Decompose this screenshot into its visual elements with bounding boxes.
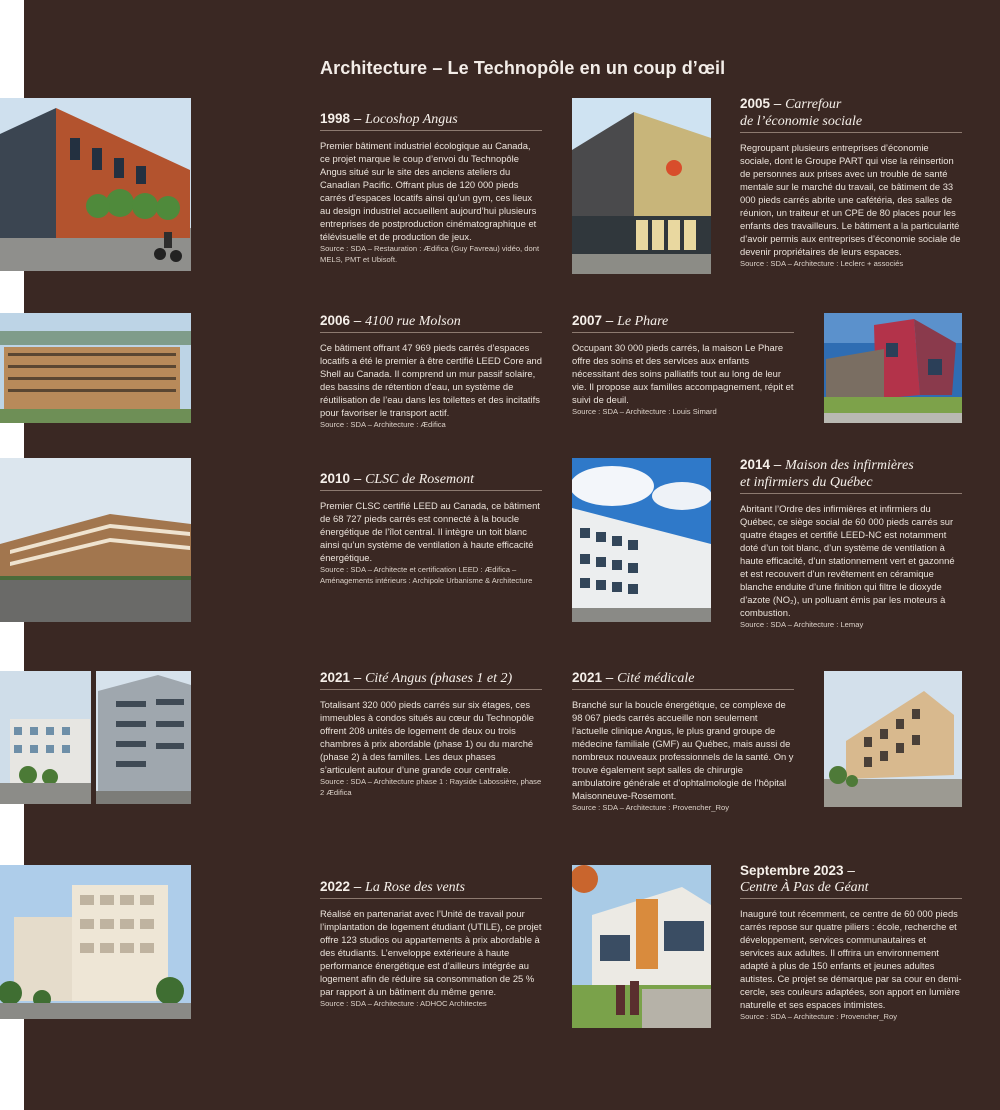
entry-description: Abritant l’Ordre des infirmières et infirmiers du Québec, ce siège social de 60 000 pieds carrés sur quatre étages et certifié LEED-NC est notamment doté d’un toit blanc, d’un système de ventilation à haute efficacité, d’un stationnement vert et gazonné et est recouvert d’un revêtement en céramique blanche enduite d’une finition qui filtre le dioxyde d’azote (NO₂), un polluant émis par les moteurs à combustion. bbox=[740, 503, 955, 618]
entry-description: Branché sur la boucle énergétique, ce complexe de 98 067 pieds carrés accueille non seulement l’actuelle clinique Angus, le plus grand groupe de médecine familiale (GMF) au Québec, mais aussi de nombreux nouveaux professionnels de la santé. On y trouve également sept salles de chirurgie ambulatoire générale et d’ophtalmologie de l’hôpital Maisonneuve-Rosemont. bbox=[572, 699, 794, 801]
entry-description: Occupant 30 000 pieds carrés, la maison Le Phare offre des soins et des services aux enfants nécessitant des soins palliatifs tout au long de leur vie. Il propose aux familles accompagnement, répit et suivi de deuil. bbox=[572, 342, 794, 405]
entry-source: Source : SDA – Architecture : Provencher_Roy bbox=[740, 1012, 898, 1021]
entry-heading: 2014 – Maison des infirmières et infirmiers du Québec bbox=[740, 457, 962, 494]
entry-description: Regroupant plusieurs entreprises d’économie sociale, dont le Groupe PART qui vise la réinsertion de personnes aux prises avec un trouble de santé mentale sur le marché du travail, ce bâtiment de 33 000 pieds carrés abrite une cafétéria, des salles de réunion, un traiteur et un CPE de 80 places pour les enfants des travailleurs. Le bâtiment a la particularité d’avoir permis aux entreprises d’économie sociale de devenir propriétaires de leurs espaces. bbox=[740, 142, 961, 257]
entry-name: 4100 rue Molson bbox=[365, 314, 461, 329]
entry-year: 2022 bbox=[320, 879, 351, 894]
entry-heading: 2007 – Le Phare bbox=[572, 313, 794, 333]
entry-year: 2014 bbox=[740, 457, 771, 472]
entry-description: Premier CLSC certifié LEED au Canada, ce bâtiment de 68 727 pieds carrés est connecté à la boucle énergétique de l’îlot central. Il intègre un toit blanc ainsi qu’un système de ventilation à haute efficacité énergétique. bbox=[320, 500, 540, 563]
entry-name-line2: et infirmiers du Québec bbox=[740, 475, 873, 490]
entry-heading: 2010 – CLSC de Rosemont bbox=[320, 471, 542, 491]
entry-year: 2006 bbox=[320, 313, 351, 328]
entry-year: 2007 bbox=[572, 313, 603, 328]
entry-description: Premier bâtiment industriel écologique au Canada, ce projet marque le coup d’envoi du Technopôle Angus situé sur le site des anciens ateliers du Canadian Pacific. Offrant plus de 120 000 pieds carrés d’espaces locatifs ainsi qu’un gym, ces lieux au design industriel accueillent aujourd’hui plusieurs entreprises de postproduction cinématographique et télévisuelle et de production de jeux. bbox=[320, 140, 537, 242]
entry-heading: 2022 – La Rose des vents bbox=[320, 879, 542, 899]
entry-2021-cite-medicale bbox=[572, 670, 794, 814]
entry-name: Cité Angus (phases 1 et 2) bbox=[365, 671, 513, 686]
entry-description: Inauguré tout récemment, ce centre de 60 000 pieds carrés repose sur quatre piliers : école, recherche et développement, services communautaires et services aux adultes. Il offrira un environnement adapté à plus de 150 enfants et jeunes adultes autistes. Ce projet se démarque par sa cour en demi-cercle, ses couleurs adaptées, son apport en lumière naturelle et ses espaces intimistes. bbox=[740, 908, 962, 1010]
photo-la-rose-des-vents bbox=[0, 865, 191, 1019]
entry-2021-cite-angus bbox=[320, 670, 542, 798]
entry-name: Locoshop Angus bbox=[365, 112, 458, 127]
entry-year: 1998 bbox=[320, 111, 351, 126]
entry-2014-maison-des-infirmieres bbox=[740, 457, 962, 631]
entry-year: Septembre 2023 bbox=[740, 863, 844, 878]
photo-centre-a-pas-de-geant bbox=[572, 865, 711, 1028]
entry-name: Cité médicale bbox=[617, 671, 695, 686]
entry-2023-centre-a-pas-de-geant bbox=[740, 863, 962, 1023]
photo-cite-angus-phase-1 bbox=[0, 671, 91, 804]
entry-name: Centre À Pas de Géant bbox=[740, 880, 869, 895]
entry-year: 2005 bbox=[740, 96, 771, 111]
photo-maison-des-infirmieres bbox=[572, 458, 711, 622]
entry-year: 2021 bbox=[572, 670, 603, 685]
photo-clsc-de-rosemont bbox=[0, 458, 191, 622]
entry-description: Réalisé en partenariat avec l’Unité de travail pour l’implantation de logement étudiant (UTILE), ce projet offre 123 studios ou appartements à prix abordable à des étudiants. L’enveloppe extérieure à haute performance énergétique est d’ailleurs intégrée au logement afin de réduire sa consommation de 25 % par rapport à un bâtiment du même genre. bbox=[320, 908, 542, 997]
photo-le-phare bbox=[824, 313, 962, 423]
entry-source: Source : SDA – Architecture : Louis Simard bbox=[572, 407, 717, 416]
entry-1998-locoshop-angus bbox=[320, 111, 542, 265]
photo-locoshop-angus bbox=[0, 98, 191, 271]
entry-source: Source : SDA – Architecture : ADHOC Architectes bbox=[320, 999, 487, 1008]
entry-source: Source : SDA – Architecture : Lemay bbox=[740, 620, 864, 629]
entry-heading: Septembre 2023 – Centre À Pas de Géant bbox=[740, 863, 962, 899]
photo-carrefour-economie-sociale bbox=[572, 98, 711, 274]
entry-heading: 2021 – Cité médicale bbox=[572, 670, 794, 690]
entry-heading: 2021 – Cité Angus (phases 1 et 2) bbox=[320, 670, 542, 690]
photo-cite-medicale bbox=[824, 671, 962, 807]
entry-source: Source : SDA – Architecture : Provencher_Roy bbox=[572, 803, 730, 812]
entry-source: Source : SDA – Restauration : Ædifica (Guy Favreau) vidéo, dont MELS, PMT et Ubisoft. bbox=[320, 244, 540, 264]
entry-2006-4100-rue-molson bbox=[320, 313, 542, 431]
entry-source: Source : SDA – Architecte et certification LEED : Ædifica – Aménagements intérieurs : Archipole Urbanisme & Architecture bbox=[320, 565, 533, 585]
entry-2007-le-phare bbox=[572, 313, 794, 418]
entry-2010-clsc-de-rosemont bbox=[320, 471, 542, 586]
entry-source: Source : SDA – Architecture : Ædifica bbox=[320, 420, 446, 429]
entry-heading: 2005 – Carrefour de l’économie sociale bbox=[740, 96, 962, 133]
entry-2005-carrefour bbox=[740, 96, 962, 270]
entry-name: Le Phare bbox=[617, 314, 669, 329]
entry-name: La Rose des vents bbox=[365, 880, 465, 895]
entry-year: 2021 bbox=[320, 670, 351, 685]
page-title: Architecture – Le Technopôle en un coup d’œil bbox=[320, 58, 726, 78]
photo-4100-rue-molson bbox=[0, 313, 191, 423]
entry-name-line1: Maison des infirmières bbox=[785, 458, 914, 473]
entry-source: Source : SDA – Architecture phase 1 : Rayside Labossière, phase 2 Ædifica bbox=[320, 777, 542, 797]
entry-heading: 1998 – Locoshop Angus bbox=[320, 111, 542, 131]
entry-name: CLSC de Rosemont bbox=[365, 472, 474, 487]
entry-description: Ce bâtiment offrant 47 969 pieds carrés d’espaces locatifs a été le premier à être certifié LEED Core and Shell au Canada. Il comprend un mur passif solaire, des bassins de rétention d’eau, un système de réutilisation de l’eau dans les toilettes et des incitatifs pour favoriser le transport actif. bbox=[320, 342, 542, 418]
photo-cite-angus-phase-2 bbox=[96, 671, 191, 804]
entry-heading: 2006 – 4100 rue Molson bbox=[320, 313, 542, 333]
entry-description: Totalisant 320 000 pieds carrés sur six étages, ces immeubles à condos situés au cœur du Technopôle offrent 208 unités de logement de deux ou trois chambres à prix abordable (phase 1) ou du marché (phase 2) à des familles. Les deux phases s’articulent autour d’une grande cour centrale. bbox=[320, 699, 535, 775]
entry-name-line1: Carrefour bbox=[785, 97, 842, 112]
entry-year: 2010 bbox=[320, 471, 351, 486]
entry-2022-la-rose-des-vents bbox=[320, 879, 542, 1010]
entry-name-line2: de l’économie sociale bbox=[740, 114, 863, 129]
entry-source: Source : SDA – Architecture : Leclerc + associés bbox=[740, 259, 904, 268]
